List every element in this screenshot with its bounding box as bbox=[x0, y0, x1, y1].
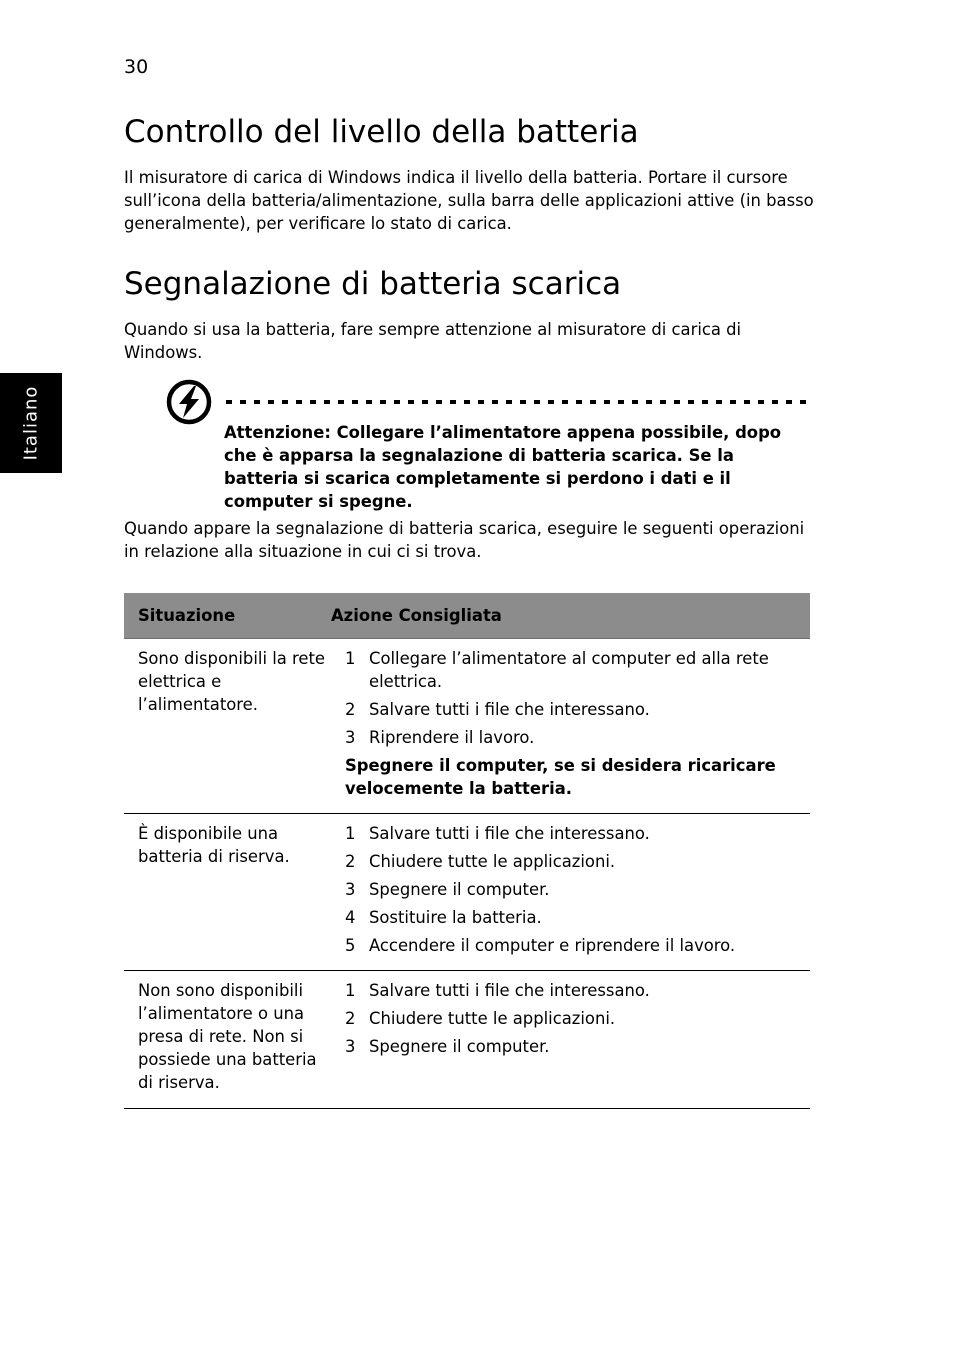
step-text: Spegnere il computer. bbox=[369, 880, 550, 899]
step-number: 5 bbox=[345, 936, 356, 955]
step-text: Collegare l’alimentatore al computer ed alla rete elettrica. bbox=[369, 649, 769, 691]
action-step bbox=[345, 647, 810, 693]
step-number: 3 bbox=[345, 1037, 356, 1056]
situation-cell: Non sono disponibili l’alimentatore o una presa di rete. Non si possiede una batteria di riserva. bbox=[138, 981, 317, 1092]
step-number: 3 bbox=[345, 880, 356, 899]
step-number: 1 bbox=[345, 981, 356, 1000]
step-number: 3 bbox=[345, 728, 356, 747]
header-action: Azione Consigliata bbox=[331, 606, 502, 625]
action-cell bbox=[345, 647, 810, 800]
table-row bbox=[124, 971, 810, 1109]
step-text: Salvare tutti i file che interessano. bbox=[369, 824, 650, 843]
step-number: 1 bbox=[345, 824, 356, 843]
page-number: 30 bbox=[124, 56, 149, 78]
language-side-tab bbox=[0, 373, 62, 473]
action-step bbox=[345, 1007, 810, 1030]
step-text: Salvare tutti i file che interessano. bbox=[369, 700, 650, 719]
battery-level-paragraph: Il misuratore di carica di Windows indica il livello della batteria. Portare il cursore sull’icona della batteria/alimentazione, sulla barra delle applicazioni attive (in basso generalmente), per verificare lo stato di carica. bbox=[124, 168, 814, 233]
action-step bbox=[345, 906, 810, 929]
step-number: 2 bbox=[345, 1009, 356, 1028]
header-situation: Situazione bbox=[138, 606, 236, 625]
action-step bbox=[345, 934, 810, 957]
low-battery-paragraph: Quando si usa la batteria, fare sempre attenzione al misuratore di carica di Windows. bbox=[124, 320, 742, 362]
action-step bbox=[345, 979, 810, 1002]
table-row bbox=[124, 814, 810, 971]
step-text: Salvare tutti i file che interessano. bbox=[369, 981, 650, 1000]
table-header bbox=[124, 593, 810, 639]
lightning-warning-icon bbox=[166, 379, 212, 425]
step-text: Chiudere tutte le applicazioni. bbox=[369, 1009, 616, 1028]
action-cell bbox=[345, 822, 810, 962]
step-text: Chiudere tutte le applicazioni. bbox=[369, 852, 616, 871]
side-tab-label: Italiano bbox=[20, 385, 42, 461]
warning-text: Attenzione: Collegare l’alimentatore appena possibile, dopo che è apparsa la segnalazione di batteria scarica. Se la batteria si scarica completamente si perdono i dati e il computer si spegne. bbox=[224, 423, 782, 511]
low-battery-intro: Quando appare la segnalazione di batteria scarica, eseguire le seguenti operazioni in relazione alla situazione in cui ci si trova. bbox=[124, 519, 805, 561]
warning-dotted-rule bbox=[226, 400, 810, 404]
action-step bbox=[345, 878, 810, 901]
step-text: Riprendere il lavoro. bbox=[369, 728, 535, 747]
step-number: 2 bbox=[345, 852, 356, 871]
section-heading-low-battery: Segnalazione di batteria scarica bbox=[124, 266, 622, 302]
action-cell bbox=[345, 979, 810, 1063]
step-number: 1 bbox=[345, 649, 356, 668]
situation-cell: Sono disponibili la rete elettrica e l’alimentatore. bbox=[138, 649, 325, 714]
step-text: Spegnere il computer. bbox=[369, 1037, 550, 1056]
action-step bbox=[345, 822, 810, 845]
action-note: Spegnere il computer, se si desidera ricaricare velocemente la batteria. bbox=[345, 756, 776, 798]
step-number: 2 bbox=[345, 700, 356, 719]
action-step bbox=[345, 698, 810, 721]
action-step bbox=[345, 850, 810, 873]
step-text: Accendere il computer e riprendere il lavoro. bbox=[369, 936, 736, 955]
action-step bbox=[345, 726, 810, 749]
situation-cell: È disponibile una batteria di riserva. bbox=[138, 824, 290, 866]
table-row bbox=[124, 639, 810, 814]
section-heading-battery-level: Controllo del livello della batteria bbox=[124, 114, 639, 150]
step-number: 4 bbox=[345, 908, 356, 927]
action-step bbox=[345, 1035, 810, 1058]
step-text: Sostituire la batteria. bbox=[369, 908, 542, 927]
actions-table bbox=[124, 593, 810, 1109]
